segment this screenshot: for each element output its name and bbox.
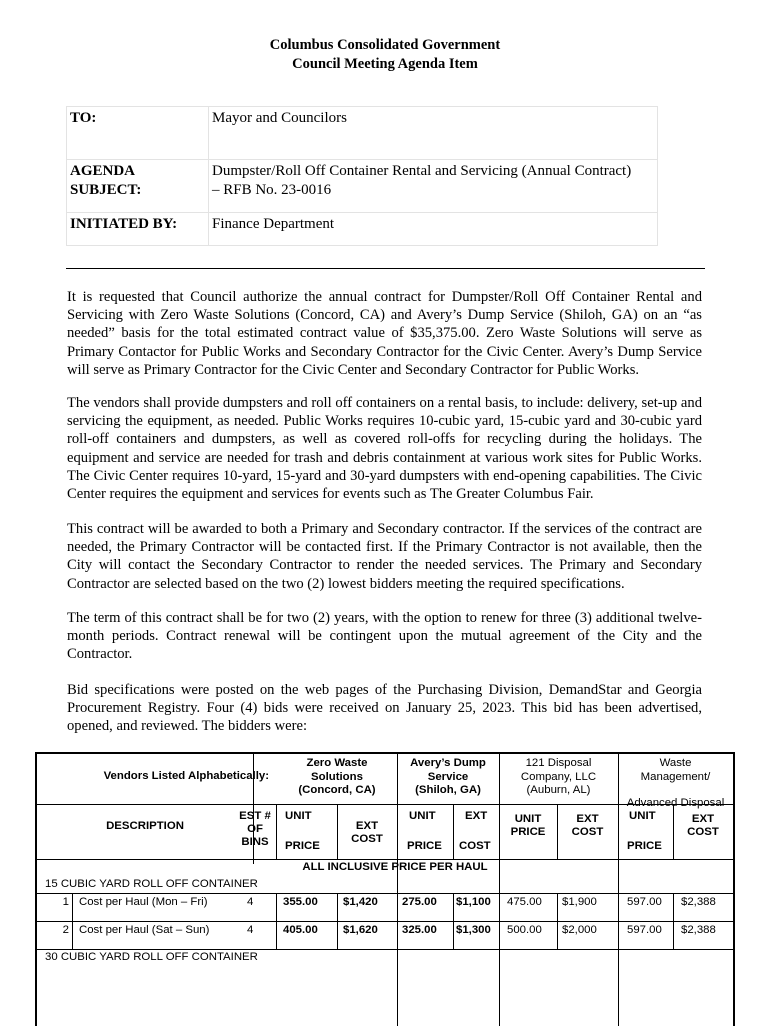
row-v1-unit: 355.00: [283, 896, 318, 908]
est-line: OF: [247, 823, 263, 835]
row-v4-ext: $2,388: [681, 896, 716, 908]
v2-ext-header: EXT: [465, 810, 488, 822]
row-bins: 4: [247, 924, 254, 936]
row-v2-unit: 275.00: [402, 896, 437, 908]
subject-label: [67, 160, 209, 213]
cost-label: COST: [571, 826, 604, 838]
row-number: 1: [62, 896, 69, 908]
vendor-name-line: Company, LLC: [520, 770, 597, 783]
v2-price-header: PRICE: [407, 840, 442, 852]
v4-price-header: PRICE: [627, 840, 662, 852]
initiated-value: Finance Department: [209, 213, 658, 246]
paragraph-vendors: The vendors shall provide dumpsters and roll off containers on a rental basis, to include: delivery, set-up and servicing the equipment, as needed. Public Works requires 10-cubic yard, 15-cubic yard and 30-cubic yard roll-off containers and dumpsters, as well as covered roll-offs for recycling during the holidays. The equipment and service are needed for trash and debris containment at various work sites for Public Works. The Civic Center requires 10-yard, 15-yard and 30-yard dumpsters with end-opening capabilities. The Civic Center requires the equipment and services for events such as The Greater Columbus Fair.: [67, 395, 702, 503]
agenda-info-table: [66, 106, 658, 246]
paragraph-award: This contract will be awarded to both a Primary and Secondary contractor. If the services of the contract are needed, the Primary Contractor will be contacted first. If the Primary Contractor is not available, then the City will contact the Secondary Contractor to render the needed services. The Primary and Secondary Contractor are selected based on the two (2) lowest bidders meeting the required specifications.: [67, 521, 702, 592]
row-v3-unit: 475.00: [507, 896, 542, 908]
header-divider: [66, 268, 705, 269]
cost-label: COST: [687, 826, 719, 838]
document-header: [0, 36, 770, 74]
subject-label-line2: SUBJECT:: [70, 182, 142, 198]
row-v1-unit: 405.00: [283, 924, 318, 936]
row-v3-ext: $1,900: [562, 896, 597, 908]
vendor-zero-waste: [276, 757, 398, 798]
vendor-waste-management: [618, 757, 733, 784]
row-v3-ext: $2,000: [562, 924, 597, 936]
all-inclusive-label: ALL INCLUSIVE PRICE PER HAUL: [302, 861, 488, 873]
vendor-121-disposal: [499, 757, 618, 798]
bid-table: [35, 752, 735, 1026]
vendor-waste-management-line3: Advanced Disposal: [626, 797, 725, 809]
v1-price-header: PRICE: [285, 840, 320, 852]
paragraph-bids: Bid specifications were posted on the web pages of the Purchasing Division, DemandStar and Georgia Procurement Registry. Four (4) bids were received on January 25, 2023. This bid has been advertised, opened, and reviewed. The bidders were:: [67, 682, 702, 735]
subject-label-line1: AGENDA: [70, 163, 136, 179]
subject-value: [209, 160, 658, 213]
vendor-name-line: Waste: [659, 757, 692, 769]
unit-label: UNIT: [514, 813, 542, 825]
subject-value-line1: Dumpster/Roll Off Container Rental and Servicing (Annual Contract): [212, 163, 632, 179]
v3-ext-cost-header: [557, 813, 618, 839]
row-description: Cost per Haul (Mon – Fri): [79, 896, 208, 908]
vendor-name-line: Avery’s Dump: [410, 757, 486, 769]
vendor-name-line: Service: [427, 770, 469, 783]
vendor-name-line: Solutions: [311, 770, 363, 783]
ext-label: EXT: [355, 820, 379, 832]
ext-label: EXT: [691, 813, 715, 825]
row-v4-unit: 597.00: [627, 896, 662, 908]
est-line: BINS: [241, 836, 269, 848]
row-v4-unit: 597.00: [627, 924, 662, 936]
v3-unit-price-header: [499, 813, 557, 839]
est-bins-header: [233, 810, 277, 849]
v2-unit-header: UNIT: [409, 810, 436, 822]
row-bins: 4: [247, 896, 254, 908]
paragraph-term: The term of this contract shall be for two (2) years, with the option to renew for three (3) additional twelve-month periods. Contract renewal will be contingent upon the mutual agreement of the City and the Contractor.: [67, 610, 702, 663]
initiated-label: INITIATED BY:: [67, 213, 209, 246]
v4-unit-header: UNIT: [629, 810, 656, 822]
grid-line: [37, 921, 733, 922]
vendor-name-line: 121 Disposal: [525, 757, 592, 769]
vendor-location: (Auburn, AL): [526, 784, 591, 796]
row-v3-unit: 500.00: [507, 924, 542, 936]
document-type: Council Meeting Agenda Item: [292, 56, 478, 72]
to-label: TO:: [67, 107, 209, 160]
row-number: 2: [62, 924, 69, 936]
paragraph-request: It is requested that Council authorize the annual contract for Dumpster/Roll Off Container Rental and Servicing with Zero Waste Solutions (Concord, CA) and Avery’s Dump Service (Shiloh, GA) on an “as needed” basis for the total estimated contract value of $35,375.00. Zero Waste Solutions will serve as Primary Contactor for Public Works and Secondary Contractor for the Civic Center. Avery’s Dump Service will serve as Primary Contractor for the Civic Center and Secondary Contractor for Public Works.: [67, 289, 702, 378]
vendor-location: (Shiloh, GA): [415, 784, 481, 796]
vendors-label: Vendors Listed Alphabetically:: [103, 770, 269, 782]
price-label: PRICE: [510, 826, 546, 838]
grid-line: [37, 949, 733, 950]
to-value: Mayor and Councilors: [209, 107, 658, 160]
row-v4-ext: $2,388: [681, 924, 716, 936]
row-v2-ext: $1,100: [456, 896, 491, 908]
vendor-name-line: Management/: [640, 770, 711, 783]
v1-unit-header: UNIT: [285, 810, 312, 822]
vendor-averys: [397, 757, 499, 798]
row-v2-ext: $1,300: [456, 924, 491, 936]
est-line: EST #: [239, 810, 271, 822]
subject-value-line2: – RFB No. 23-0016: [212, 182, 332, 198]
grid-line: [37, 893, 733, 894]
row-v1-ext: $1,420: [343, 896, 378, 908]
vendor-location: (Concord, CA): [298, 784, 376, 796]
v4-ext-cost-header: [673, 813, 733, 839]
cost-label: COST: [351, 833, 383, 845]
row-v1-ext: $1,620: [343, 924, 378, 936]
v2-cost-header: COST: [459, 840, 491, 852]
v1-ext-cost-header: [337, 820, 397, 846]
row-description: Cost per Haul (Sat – Sun): [79, 924, 210, 936]
government-name: Columbus Consolidated Government: [269, 37, 501, 53]
grid-line: [453, 804, 454, 859]
description-header: DESCRIPTION: [106, 820, 184, 832]
section-30-yard: 30 CUBIC YARD ROLL OFF CONTAINER: [45, 951, 258, 963]
row-v2-unit: 325.00: [402, 924, 437, 936]
section-15-yard: 15 CUBIC YARD ROLL OFF CONTAINER: [45, 878, 258, 890]
vendor-name-line: Zero Waste: [306, 757, 368, 769]
ext-label: EXT: [576, 813, 599, 825]
grid-line: [618, 754, 619, 1026]
